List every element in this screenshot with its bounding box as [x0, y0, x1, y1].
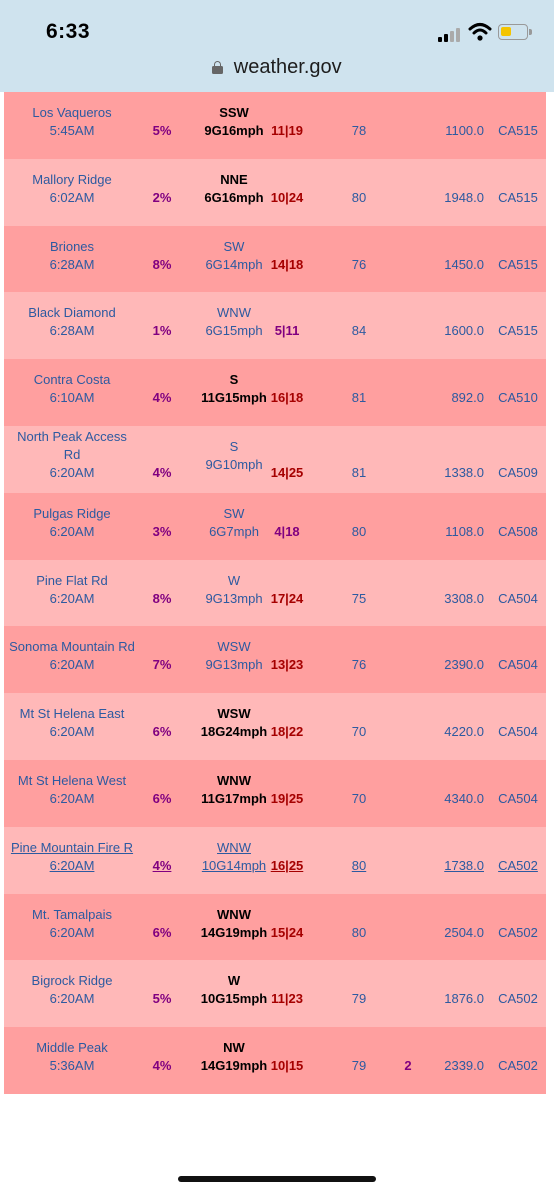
observation-time: 6:02AM [49, 189, 95, 205]
table-row [4, 1027, 546, 1094]
wind-speed: 9G16mph [204, 123, 264, 138]
zone-code: CA515 [498, 189, 538, 205]
station-cell [4, 304, 140, 322]
wind-direction: SW [223, 238, 245, 254]
humidity-value: 70 [351, 724, 367, 740]
zone-code: CA502 [498, 1058, 538, 1074]
station-cell [4, 1039, 140, 1057]
observation-time: 6:10AM [49, 390, 95, 406]
station-name: Mallory Ridge [32, 171, 112, 187]
zone-code: CA510 [498, 390, 538, 406]
temperature-range: 11|23 [271, 991, 303, 1007]
status-bar [0, 0, 554, 92]
table-row [4, 693, 546, 760]
elevation-value: 1100.0 [445, 123, 484, 138]
observation-time: 6:28AM [49, 256, 95, 272]
temperature-range: 16|25 [270, 857, 304, 873]
percent-value: 4% [152, 390, 172, 406]
lock-icon [212, 61, 223, 74]
wind-speed: 9G13mph [205, 657, 263, 673]
wind-speed: 11G17mph [201, 791, 267, 806]
observation-time: 6:20AM [49, 523, 95, 539]
station-cell [4, 428, 140, 464]
station-cell [4, 505, 140, 523]
station-cell [4, 972, 140, 990]
station-cell [4, 772, 140, 790]
station-name: Bigrock Ridge [31, 973, 113, 989]
zone-code: CA504 [498, 724, 538, 740]
wifi-icon [468, 22, 492, 42]
observation-time: 6:20AM [49, 924, 95, 940]
temperature-range: 5|11 [274, 323, 300, 339]
station-cell [4, 238, 140, 256]
station-cell [4, 839, 140, 857]
temperature-range: 17|24 [270, 590, 304, 606]
observation-time: 6:20AM [49, 991, 95, 1007]
temperature-range: 14|18 [270, 256, 304, 272]
zone-code: CA502 [498, 991, 538, 1007]
percent-value: 5% [152, 991, 172, 1007]
temperature-range: 10|15 [270, 1058, 304, 1074]
percent-value: 8% [152, 256, 172, 272]
wind-speed: 10G14mph [201, 857, 267, 873]
observation-time: 6:20AM [49, 791, 95, 806]
wind-direction: WNW [217, 839, 251, 855]
station-name: Pulgas Ridge [33, 505, 111, 521]
temperature-range: 11|19 [271, 123, 303, 138]
zone-code: CA504 [498, 657, 538, 673]
zone-code: CA508 [498, 523, 538, 539]
table-row [4, 292, 546, 359]
observation-time: 6:20AM [49, 724, 95, 740]
observation-time: 6:20AM [49, 465, 95, 480]
observation-time[interactable]: 6:20AM [49, 857, 95, 873]
temperature-range: 10|24 [270, 189, 304, 205]
zone-code: CA515 [498, 323, 538, 339]
humidity-value: 76 [351, 657, 367, 673]
table-row [4, 493, 546, 560]
wind-direction: SSW [219, 105, 249, 120]
wind-direction: W [227, 973, 241, 989]
station-name: North Peak Access [17, 429, 127, 444]
station-name: Mt. Tamalpais [32, 906, 112, 922]
station-name[interactable]: Pine Mountain Fire R [10, 839, 134, 855]
wind-direction: WSW [217, 706, 251, 722]
address-bar[interactable] [0, 56, 554, 86]
table-row [4, 92, 546, 159]
table-row [4, 560, 546, 627]
elevation-value: 4340.0 [444, 791, 484, 806]
wind-speed: 11G15mph [201, 390, 267, 406]
station-cell [4, 104, 140, 122]
station-name: Mt St Helena East [19, 706, 125, 722]
elevation-value: 3308.0 [444, 590, 484, 606]
wind-speed: 9G10mph [205, 457, 263, 472]
humidity-value: 75 [351, 590, 367, 606]
zone-code: CA509 [498, 465, 538, 480]
station-name: Middle Peak [36, 1040, 108, 1056]
zone-code: CA515 [498, 123, 538, 138]
elevation-value: 1600.0 [444, 323, 484, 339]
station-name: Mt St Helena West [17, 773, 127, 788]
percent-value: 2% [152, 189, 172, 205]
percent-value: 1% [152, 323, 172, 339]
percent-value: 8% [152, 590, 172, 606]
observation-time: 6:20AM [49, 590, 95, 606]
humidity-value: 79 [351, 1058, 367, 1074]
station-name: Los Vaqueros [32, 105, 112, 120]
observation-time: 5:36AM [49, 1058, 95, 1074]
wind-direction: S [229, 439, 239, 454]
zone-code: CA515 [498, 256, 538, 272]
wind-direction: WNW [217, 906, 251, 922]
humidity-value: 84 [351, 323, 367, 339]
table-row [4, 960, 546, 1027]
wind-speed: 6G7mph [209, 523, 259, 539]
temperature-range: 18|22 [270, 724, 304, 740]
table-row [4, 626, 546, 693]
wind-direction: NNE [220, 171, 248, 187]
temperature-range: 14|25 [270, 465, 304, 480]
table-row [4, 226, 546, 293]
station-cell [4, 638, 140, 656]
humidity-value: 80 [351, 189, 367, 205]
table-row [4, 827, 546, 894]
home-indicator[interactable] [178, 1176, 376, 1182]
observation-time: 5:45AM [49, 123, 95, 138]
station-name: Pine Flat Rd [36, 572, 108, 588]
wind-speed: 6G14mph [205, 256, 263, 272]
observation-time: 6:28AM [49, 323, 95, 339]
humidity-value: 70 [351, 791, 367, 806]
observation-time: 6:20AM [49, 657, 95, 673]
table-row [4, 359, 546, 426]
elevation-value: 892.0 [451, 390, 484, 406]
station-cell [4, 705, 140, 723]
elevation-value: 1108.0 [445, 523, 484, 539]
humidity-value: 80 [351, 523, 367, 539]
station-name: Black Diamond [28, 305, 116, 321]
temperature-range: 15|24 [270, 924, 304, 940]
humidity-value: 80 [351, 857, 367, 873]
station-name: Rd [63, 447, 81, 462]
percent-value: 6% [152, 724, 172, 740]
percent-value: 4% [152, 1058, 172, 1074]
wind-direction: S [229, 372, 239, 388]
elevation-value: 1450.0 [444, 256, 484, 272]
percent-value: 7% [152, 657, 172, 673]
wind-speed: 14G19mph [200, 1058, 268, 1074]
extra-value: 2 [404, 1058, 412, 1074]
percent-value: 6% [152, 791, 172, 806]
station-cell [4, 906, 140, 924]
elevation-value: 2339.0 [444, 1058, 484, 1074]
temperature-range: 4|18 [274, 523, 300, 539]
zone-code: CA502 [498, 924, 538, 940]
wind-speed: 6G15mph [205, 323, 263, 339]
table-row [4, 426, 546, 493]
station-name: Sonoma Mountain Rd [9, 639, 135, 655]
humidity-value: 76 [351, 256, 367, 272]
clock: 6:33 [46, 20, 91, 43]
humidity-value: 81 [351, 465, 367, 480]
humidity-value: 81 [351, 390, 367, 406]
wind-speed: 14G19mph [200, 924, 268, 940]
battery-icon [498, 24, 528, 40]
wind-speed: 18G24mph [200, 724, 268, 740]
humidity-value: 78 [351, 123, 367, 138]
percent-value: 4% [152, 465, 172, 480]
elevation-value: 1738.0 [444, 857, 484, 873]
url-text: weather.gov [233, 56, 342, 78]
elevation-value: 2504.0 [444, 924, 484, 940]
wind-direction: W [227, 572, 241, 588]
cellular-signal-icon [438, 26, 462, 42]
station-cell [4, 371, 140, 389]
wind-direction: SW [223, 505, 245, 521]
wind-speed: 10G15mph [200, 991, 268, 1007]
wind-direction: WNW [217, 305, 251, 321]
humidity-value: 80 [351, 924, 367, 940]
percent-value: 5% [152, 123, 172, 138]
zone-code[interactable]: CA502 [498, 857, 538, 873]
elevation-value: 4220.0 [444, 724, 484, 740]
temperature-range: 13|23 [270, 657, 304, 673]
station-name: Contra Costa [33, 372, 111, 388]
zone-code: CA504 [498, 791, 538, 806]
station-name: Briones [49, 238, 95, 254]
table-row [4, 760, 546, 827]
table-row [4, 159, 546, 226]
elevation-value: 1338.0 [444, 465, 484, 480]
station-cell [4, 171, 140, 189]
elevation-value: 1876.0 [444, 991, 484, 1007]
wind-direction: WSW [217, 639, 251, 655]
percent-value: 4% [152, 857, 172, 873]
zone-code: CA504 [498, 590, 538, 606]
wind-speed: 9G13mph [205, 590, 263, 606]
wind-direction: WNW [217, 773, 251, 788]
wind-speed: 6G16mph [204, 189, 264, 205]
elevation-value: 1948.0 [444, 189, 484, 205]
percent-value: 3% [152, 523, 172, 539]
temperature-range: 19|25 [270, 791, 304, 806]
temperature-range: 16|18 [270, 390, 304, 406]
station-cell [4, 572, 140, 590]
weather-station-table [4, 92, 546, 1094]
humidity-value: 79 [351, 991, 367, 1007]
table-row [4, 894, 546, 961]
wind-direction: NW [223, 1040, 245, 1056]
elevation-value: 2390.0 [444, 657, 484, 673]
percent-value: 6% [152, 924, 172, 940]
